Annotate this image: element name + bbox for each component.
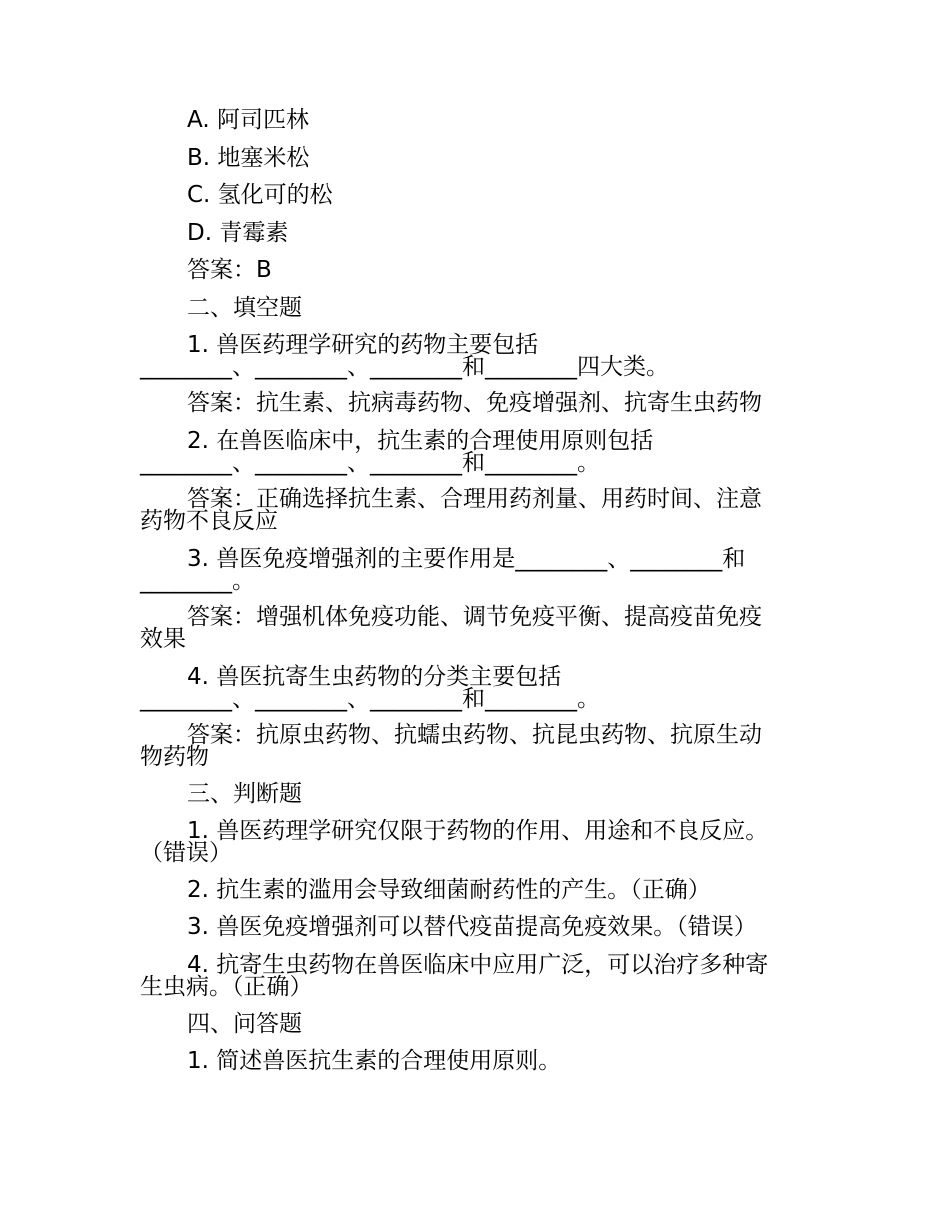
answer: 答案：B: [187, 257, 272, 283]
answer: 答案：增强机体免疫功能、调节免疫平衡、提高疫苗免疫: [187, 604, 762, 630]
answer-continued: 物药物: [140, 744, 209, 770]
answer: 答案：抗原虫药物、抗蠕虫药物、抗昆虫药物、抗原生动: [187, 722, 762, 748]
question: 1. 兽医药理学研究的药物主要包括: [187, 332, 539, 358]
answer: 答案：抗生素、抗病毒药物、免疫增强剂、抗寄生虫药物: [187, 390, 762, 416]
answer-continued: 药物不良反应: [140, 508, 278, 534]
section-heading: 二、填空题: [187, 295, 302, 321]
question-blanks: ________、________、________和________。: [140, 450, 600, 476]
question-blanks: ________、________、________和________四大类。: [140, 354, 669, 380]
statement: 3. 兽医免疫增强剂可以替代疫苗提高免疫效果。（错误）: [187, 914, 757, 940]
question-blanks: ________。: [140, 568, 255, 594]
section-heading: 三、判断题: [187, 781, 302, 807]
option-c: C. 氢化可的松: [187, 182, 333, 208]
question: 1. 简述兽医抗生素的合理使用原则。: [187, 1048, 562, 1074]
answer-continued: 效果: [140, 626, 186, 652]
option-d: D. 青霉素: [187, 220, 289, 246]
question: 3. 兽医免疫增强剂的主要作用是________、________和: [187, 546, 746, 572]
section-heading: 四、问答题: [187, 1011, 302, 1037]
statement: 1. 兽医药理学研究仅限于药物的作用、用途和不良反应。: [187, 818, 769, 844]
statement: 2. 抗生素的滥用会导致细菌耐药性的产生。（正确）: [187, 877, 711, 903]
statement: 4. 抗寄生虫药物在兽医临床中应用广泛，可以治疗多种寄: [187, 952, 769, 978]
option-b: B. 地塞米松: [187, 145, 310, 171]
question: 2. 在兽医临床中，抗生素的合理使用原则包括: [187, 428, 654, 454]
answer: 答案：正确选择抗生素、合理用药剂量、用药时间、注意: [187, 486, 762, 512]
question: 4. 兽医抗寄生虫药物的分类主要包括: [187, 664, 562, 690]
question-blanks: ________、________、________和________。: [140, 686, 600, 712]
option-a: A. 阿司匹林: [187, 107, 309, 133]
statement-verdict: （错误）: [140, 840, 232, 866]
statement-continued: 生虫病。（正确）: [140, 974, 313, 1000]
